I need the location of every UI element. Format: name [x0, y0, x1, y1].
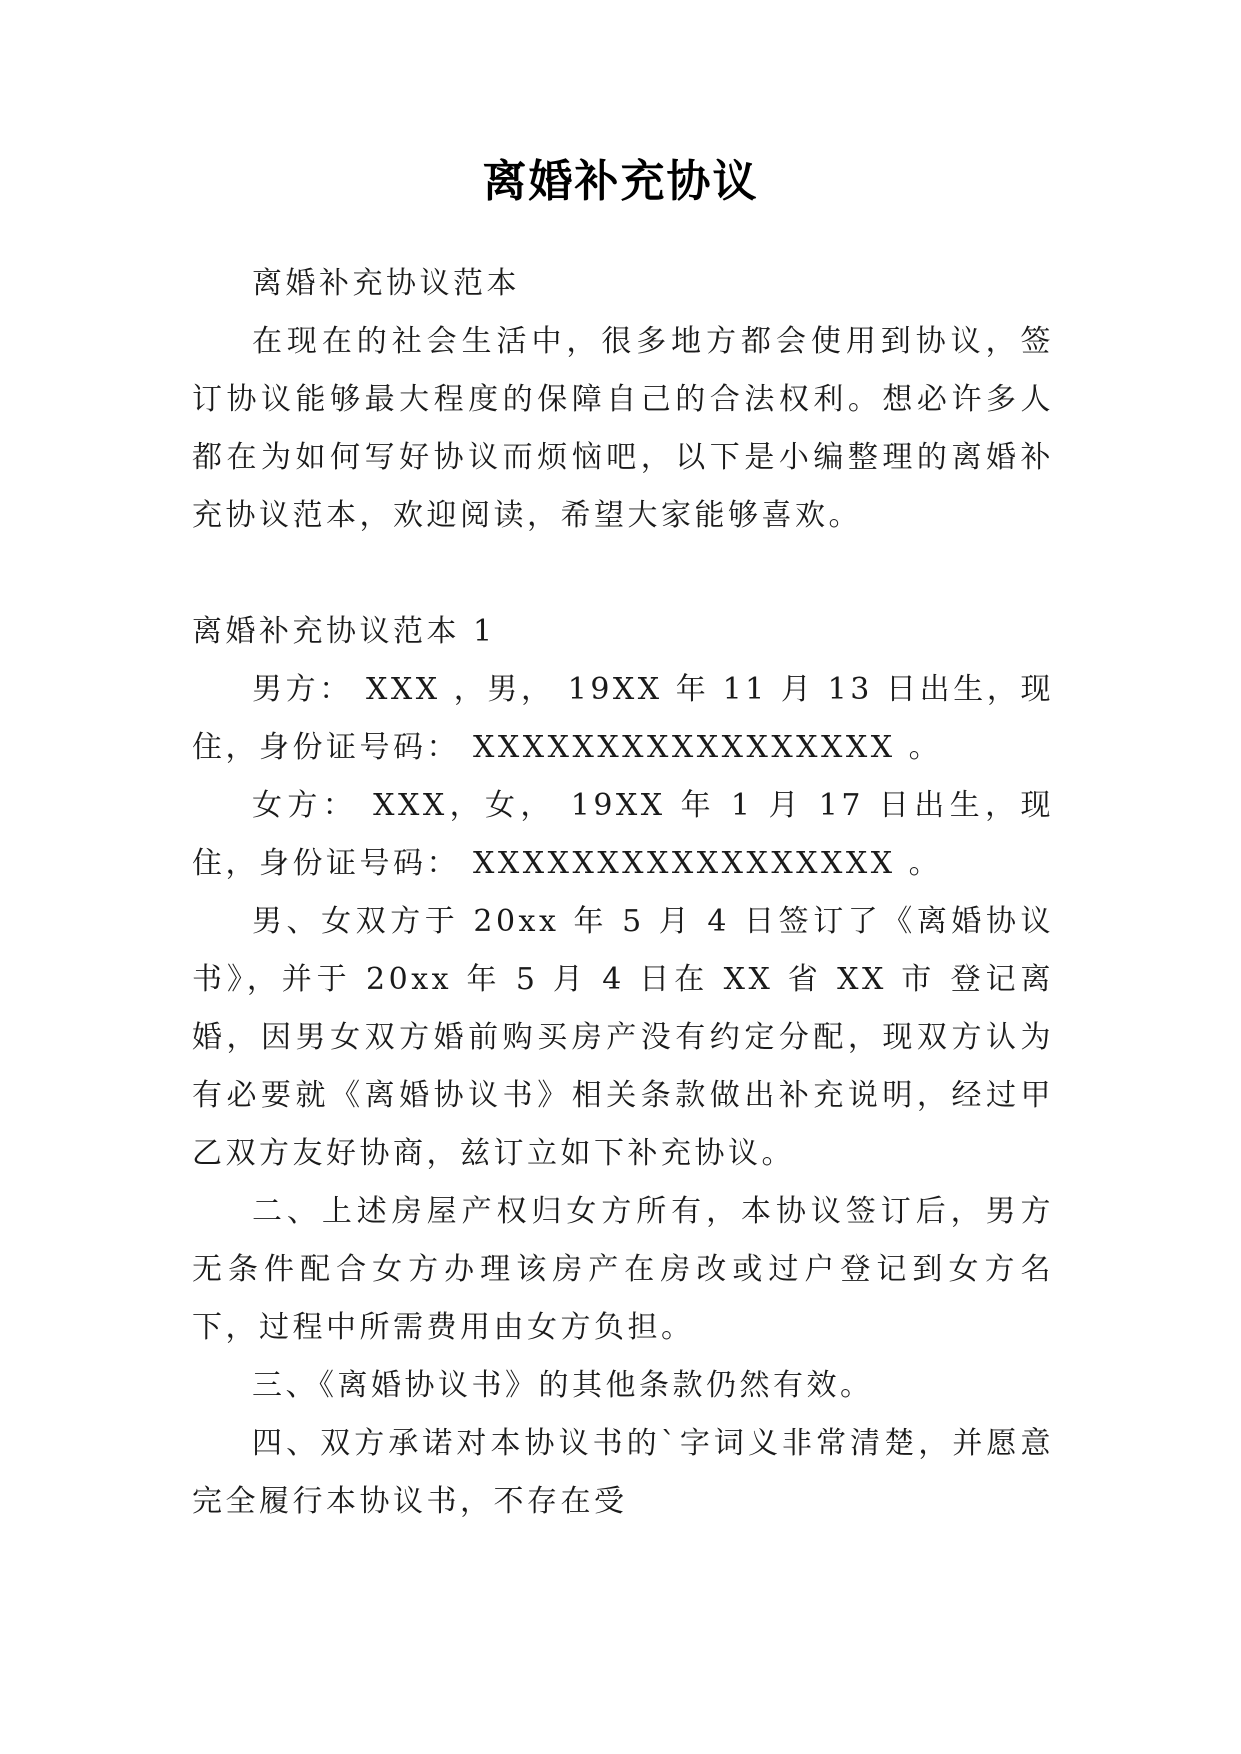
clause-four-paragraph: 四、双方承诺对本协议书的`字词义非常清楚，并愿意完全履行本协议书，不存在受: [192, 1426, 1054, 1519]
intro-paragraph: 在现在的社会生活中，很多地方都会使用到协议，签订协议能够最大程度的保障自己的合法权利。想必许多人都在为如何写好协议而烦恼吧，以下是小编整理的离婚补充协议范本，欢迎阅读，希望大家能够喜欢。: [192, 324, 1054, 533]
clause-two-paragraph: 二、上述房屋产权归女方所有，本协议签订后，男方无条件配合女方办理该房产在房改或过户登记到女方名下，过程中所需费用由女方负担。: [192, 1194, 1054, 1345]
party-male-paragraph: 男方： XXX ，男， 19XX 年 11 月 13 日出生，现住，身份证号码： XXXXXXXXXXXXXXXXX 。: [192, 672, 1054, 765]
party-female-paragraph: 女方： XXX，女， 19XX 年 1 月 17 日出生，现住，身份证号码： XXXXXXXXXXXXXXXXX 。: [192, 788, 1054, 881]
section-heading-template: 离婚补充协议范本: [252, 266, 520, 301]
blank-line: [192, 545, 1054, 603]
document-title: 离婚补充协议: [482, 156, 759, 207]
section-heading-template-1: 离婚补充协议范本 1: [192, 614, 496, 649]
background-paragraph: 男、女双方于 20xx 年 5 月 4 日签订了《离婚协议书》，并于 20xx 年 5 月 4 日在 XX 省 XX 市 登记离婚，因男女双方婚前购买房产没有约定分配，现双方认为有必要就《离婚协议书》相关条款做出补充说明，经过甲乙双方友好协商，兹订立如下补充协议。: [192, 904, 1054, 1171]
clause-three-paragraph: 三、《离婚协议书》的其他条款仍然有效。: [252, 1368, 874, 1403]
document-body: [192, 255, 1054, 1531]
